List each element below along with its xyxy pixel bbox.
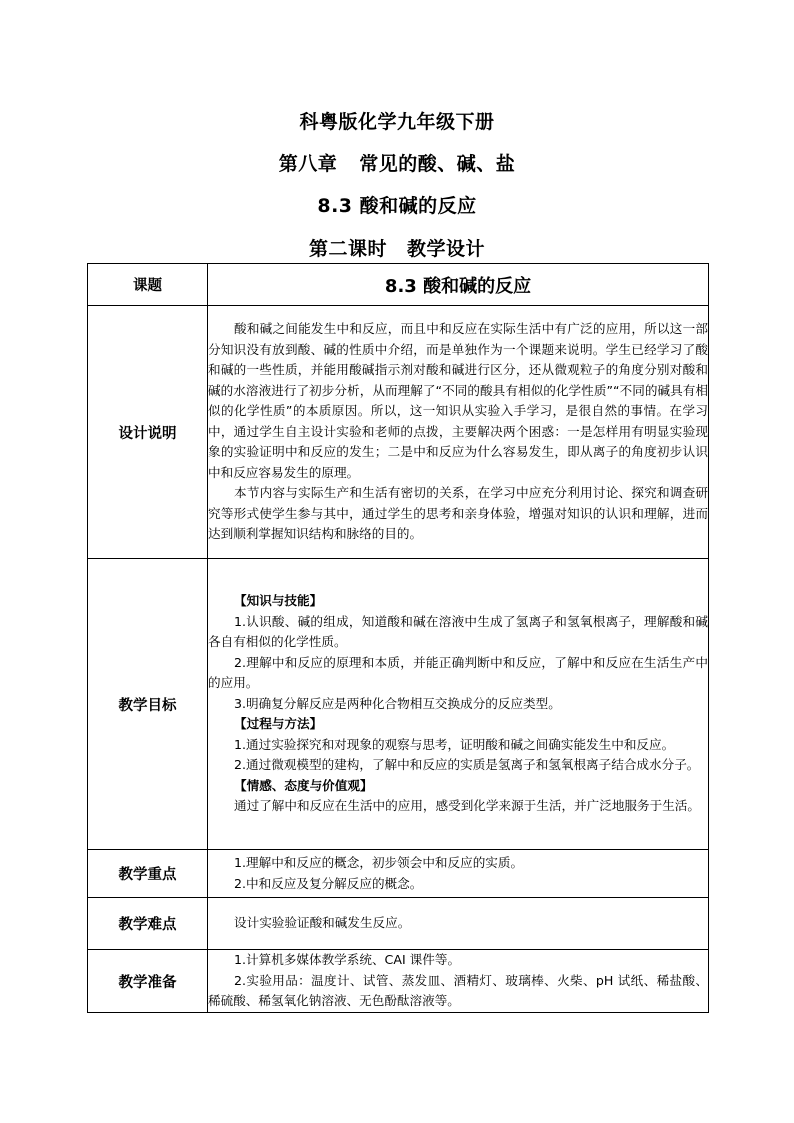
design-row [88,306,709,559]
difficulty-row [88,898,709,950]
knowledge-item-2: 2.理解中和反应的原理和本质，并能正确判断中和反应，了解中和反应在生活生产中的应用。 [208,654,708,691]
knowledge-item-3: 3.明确复分解反应是两种化合物相互交换成分的反应类型。 [234,695,561,711]
objectives-content [208,559,709,850]
emotion-item-1: 通过了解中和反应在生活中的应用，感受到化学来源于生活，并广泛地服务于生活。 [234,798,700,814]
topic-row [88,264,709,306]
preparation-content [208,950,709,1013]
topic-label: 课题 [88,264,208,306]
key-points-content [208,850,709,898]
lesson-title [0,234,794,261]
emotion-heading: 【情感、态度与价值观】 [234,777,373,793]
lesson-plan-table [87,263,709,1013]
process-item-2: 2.通过微观模型的建构，了解中和反应的实质是氢离子和氢氧根离子结合成水分子。 [234,757,700,773]
chapter-name: 常见的酸、碱、盐 [359,153,516,175]
chapter-title [0,149,794,176]
difficulty-content [208,898,709,950]
preparation-row [88,950,709,1013]
document-type: 教学设计 [407,238,486,260]
process-heading: 【过程与方法】 [234,716,323,732]
key-point-2: 2.中和反应及复分解反应的概念。 [234,875,423,891]
knowledge-heading: 【知识与技能】 [234,593,323,609]
difficulty-label: 教学难点 [88,898,208,950]
section-title: 8.3 酸和碱的反应 [317,195,477,217]
design-paragraph-1: 酸和碱之间能发生中和反应，而且中和反应在实际生活中有广泛的应用，所以这一部分知识没有放到酸、碱的性质中介绍，而是单独作为一个课题来说明。学生已经学习了酸和碱的一些性质，并能用酸碱指示剂对酸和碱进行区分，还从微观粒子的角度分别对酸和碱的水溶液进行了初步分析，从而理解了“不同的酸具有相似的化学性质”“不同的碱具有相似的化学性质”的本质原因。所以，这一知识从实验入手学习，是很自然的事情。在学习中，通过学生自主设计实验和老师的点拨，主要解决两个困惑：一是怎样用有明显实验现象的实验证明中和反应的发生；二是中和反应为什么容易发生，即从离子的角度初步认识中和反应容易发生的原理。 [208,321,708,480]
preparation-item-1: 1.计算机多媒体教学系统、CAI 课件等。 [234,952,461,968]
objectives-label: 教学目标 [88,559,208,850]
design-label: 设计说明 [88,306,208,559]
lesson-number: 第二课时 [308,238,387,260]
preparation-label: 教学准备 [88,950,208,1013]
design-paragraph-2: 本节内容与实际生产和生活有密切的关系，在学习中应充分利用讨论、探究和调查研究等形式使学生参与其中，通过学生的思考和亲身体验，增强对知识的认识和理解，进而达到顺利掌握知识结构和脉络的目的。 [208,485,708,542]
objectives-row [88,559,709,850]
key-points-row [88,850,709,898]
chapter-number: 第八章 [278,153,338,175]
topic-value: 8.3 酸和碱的反应 [208,264,709,306]
knowledge-item-1: 1.认识酸、碱的组成，知道酸和碱在溶液中生成了氢离子和氢氧根离子，理解酸和碱各自有相似的化学性质。 [208,613,708,650]
key-points-label: 教学重点 [88,850,208,898]
process-item-1: 1.通过实验探究和对现象的观察与思考，证明酸和碱之间确实能发生中和反应。 [234,736,675,752]
key-point-1: 1.理解中和反应的概念，初步领会中和反应的实质。 [234,855,524,870]
book-title: 科粤版化学九年级下册 [299,111,495,133]
design-content [208,306,709,559]
preparation-item-2: 2.实验用品：温度计、试管、蒸发皿、酒精灯、玻璃棒、火柴、pH 试纸、稀盐酸、稀硫酸、稀氢氧化钠溶液、无色酚酞溶液等。 [208,972,708,1009]
difficulty-item-1: 设计实验验证酸和碱发生反应。 [234,915,411,931]
